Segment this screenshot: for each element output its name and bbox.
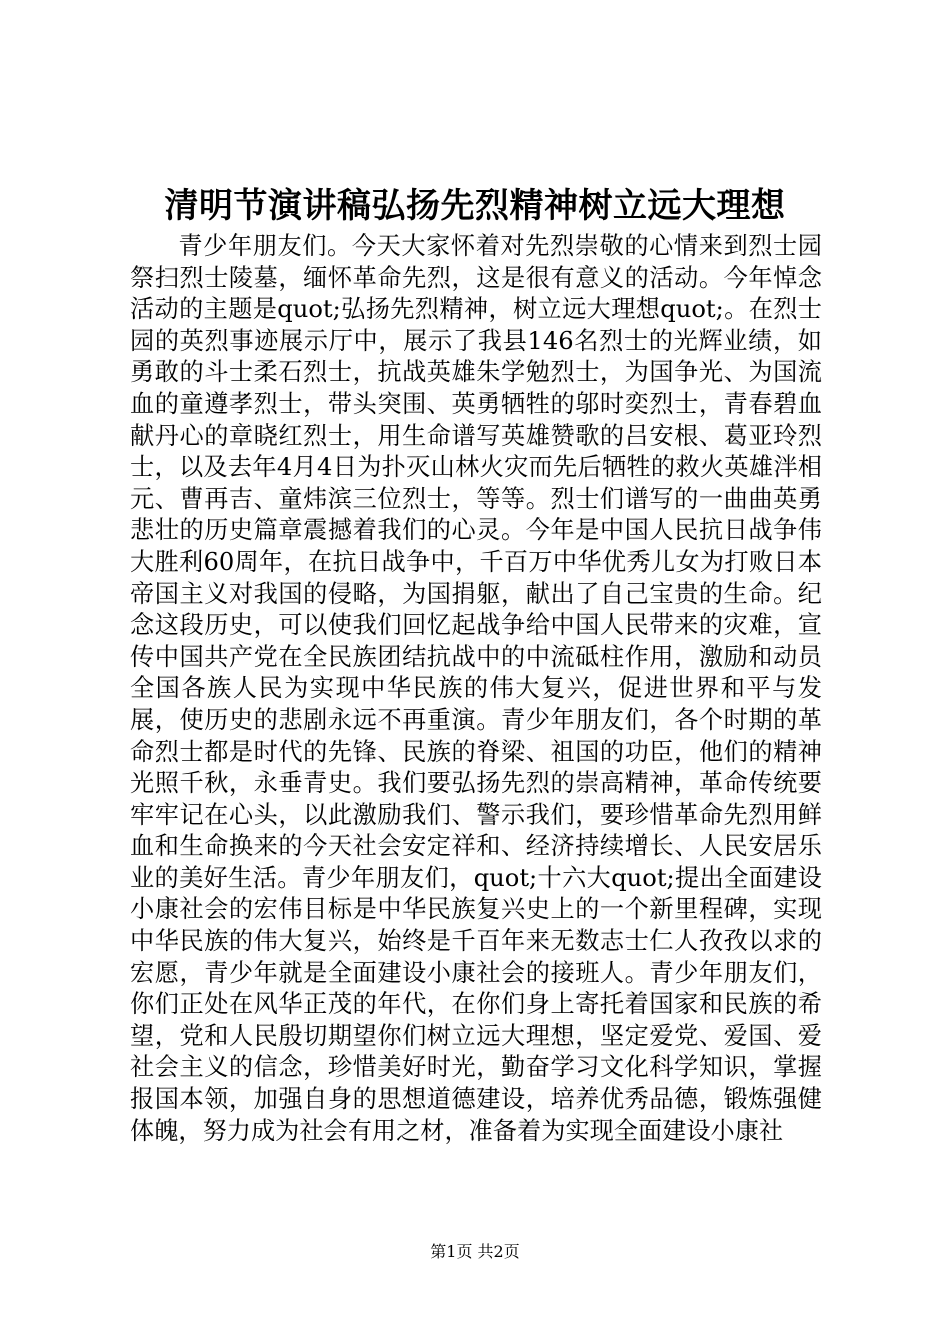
document-title: 清明节演讲稿弘扬先烈精神树立远大理想: [164, 186, 786, 226]
page-number-footer: 第1页 共2页: [430, 1242, 520, 1261]
document-body-paragraph: 青少年朋友们。今天大家怀着对先烈崇敬的心情来到烈士园祭扫烈士陵墓，缅怀革命先烈，这是很有意义的活动。今年悼念活动的主题是quot;弘扬先烈精神，树立远大理想quot;。在烈士园的英烈事迹展示厅中，展示了我县146名烈士的光辉业绩，如勇敢的斗士柔石烈士，抗战英雄朱学勉烈士，为国争光、为国流血的童遵孝烈士，带头突围、英勇牺牲的邬时奕烈士，青春碧血献丹心的章晓红烈士，用生命谱写英雄赞歌的吕安根、葛亚玲烈士，以及去年4月4日为扑灭山林火灾而先后牺牲的救火英雄泮相元、曹再吉、童炜滨三位烈士，等等。烈士们谱写的一曲曲英勇悲壮的历史篇章震撼着我们的心灵。今年是中国人民抗日战争伟大胜利60周年，在抗日战争中，千百万中华优秀儿女为打败日本帝国主义对我国的侵略，为国捐躯，献出了自己宝贵的生命。纪念这段历史，可以使我们回忆起战争给中国人民带来的灾难，宣传中国共产党在全民族团结抗战中的中流砥柱作用，激励和动员全国各族人民为实现中华民族的伟大复兴，促进世界和平与发展，使历史的悲剧永远不再重演。青少年朋友们，各个时期的革命烈士都是时代的先锋、民族的脊梁、祖国的功臣，他们的精神光照千秋，永垂青史。我们要弘扬先烈的崇高精神，革命传统要牢牢记在心头，以此激励我们、警示我们，要珍惜革命先烈用鲜血和生命换来的今天社会安定祥和、经济持续增长、人民安居乐业的美好生活。青少年朋友们，quot;十六大quot;提出全面建设小康社会的宏伟目标是中华民族复兴史上的一个新里程碑，实现中华民族的伟大复兴，始终是千百年来无数志士仁人孜孜以求的宏愿，青少年就是全面建设小康社会的接班人。青少年朋友们，你们正处在风华正茂的年代，在你们身上寄托着国家和民族的希望，党和人民殷切期望你们树立远大理想，坚定爱党、爱国、爱社会主义的信念，珍惜美好时光，勤奋学习文化科学知识，掌握报国本领，加强自身的思想道德建设，培养优秀品德，锻炼强健体魄，努力成为社会有用之材，准备着为实现全面建设小康社: [130, 232, 822, 1145]
